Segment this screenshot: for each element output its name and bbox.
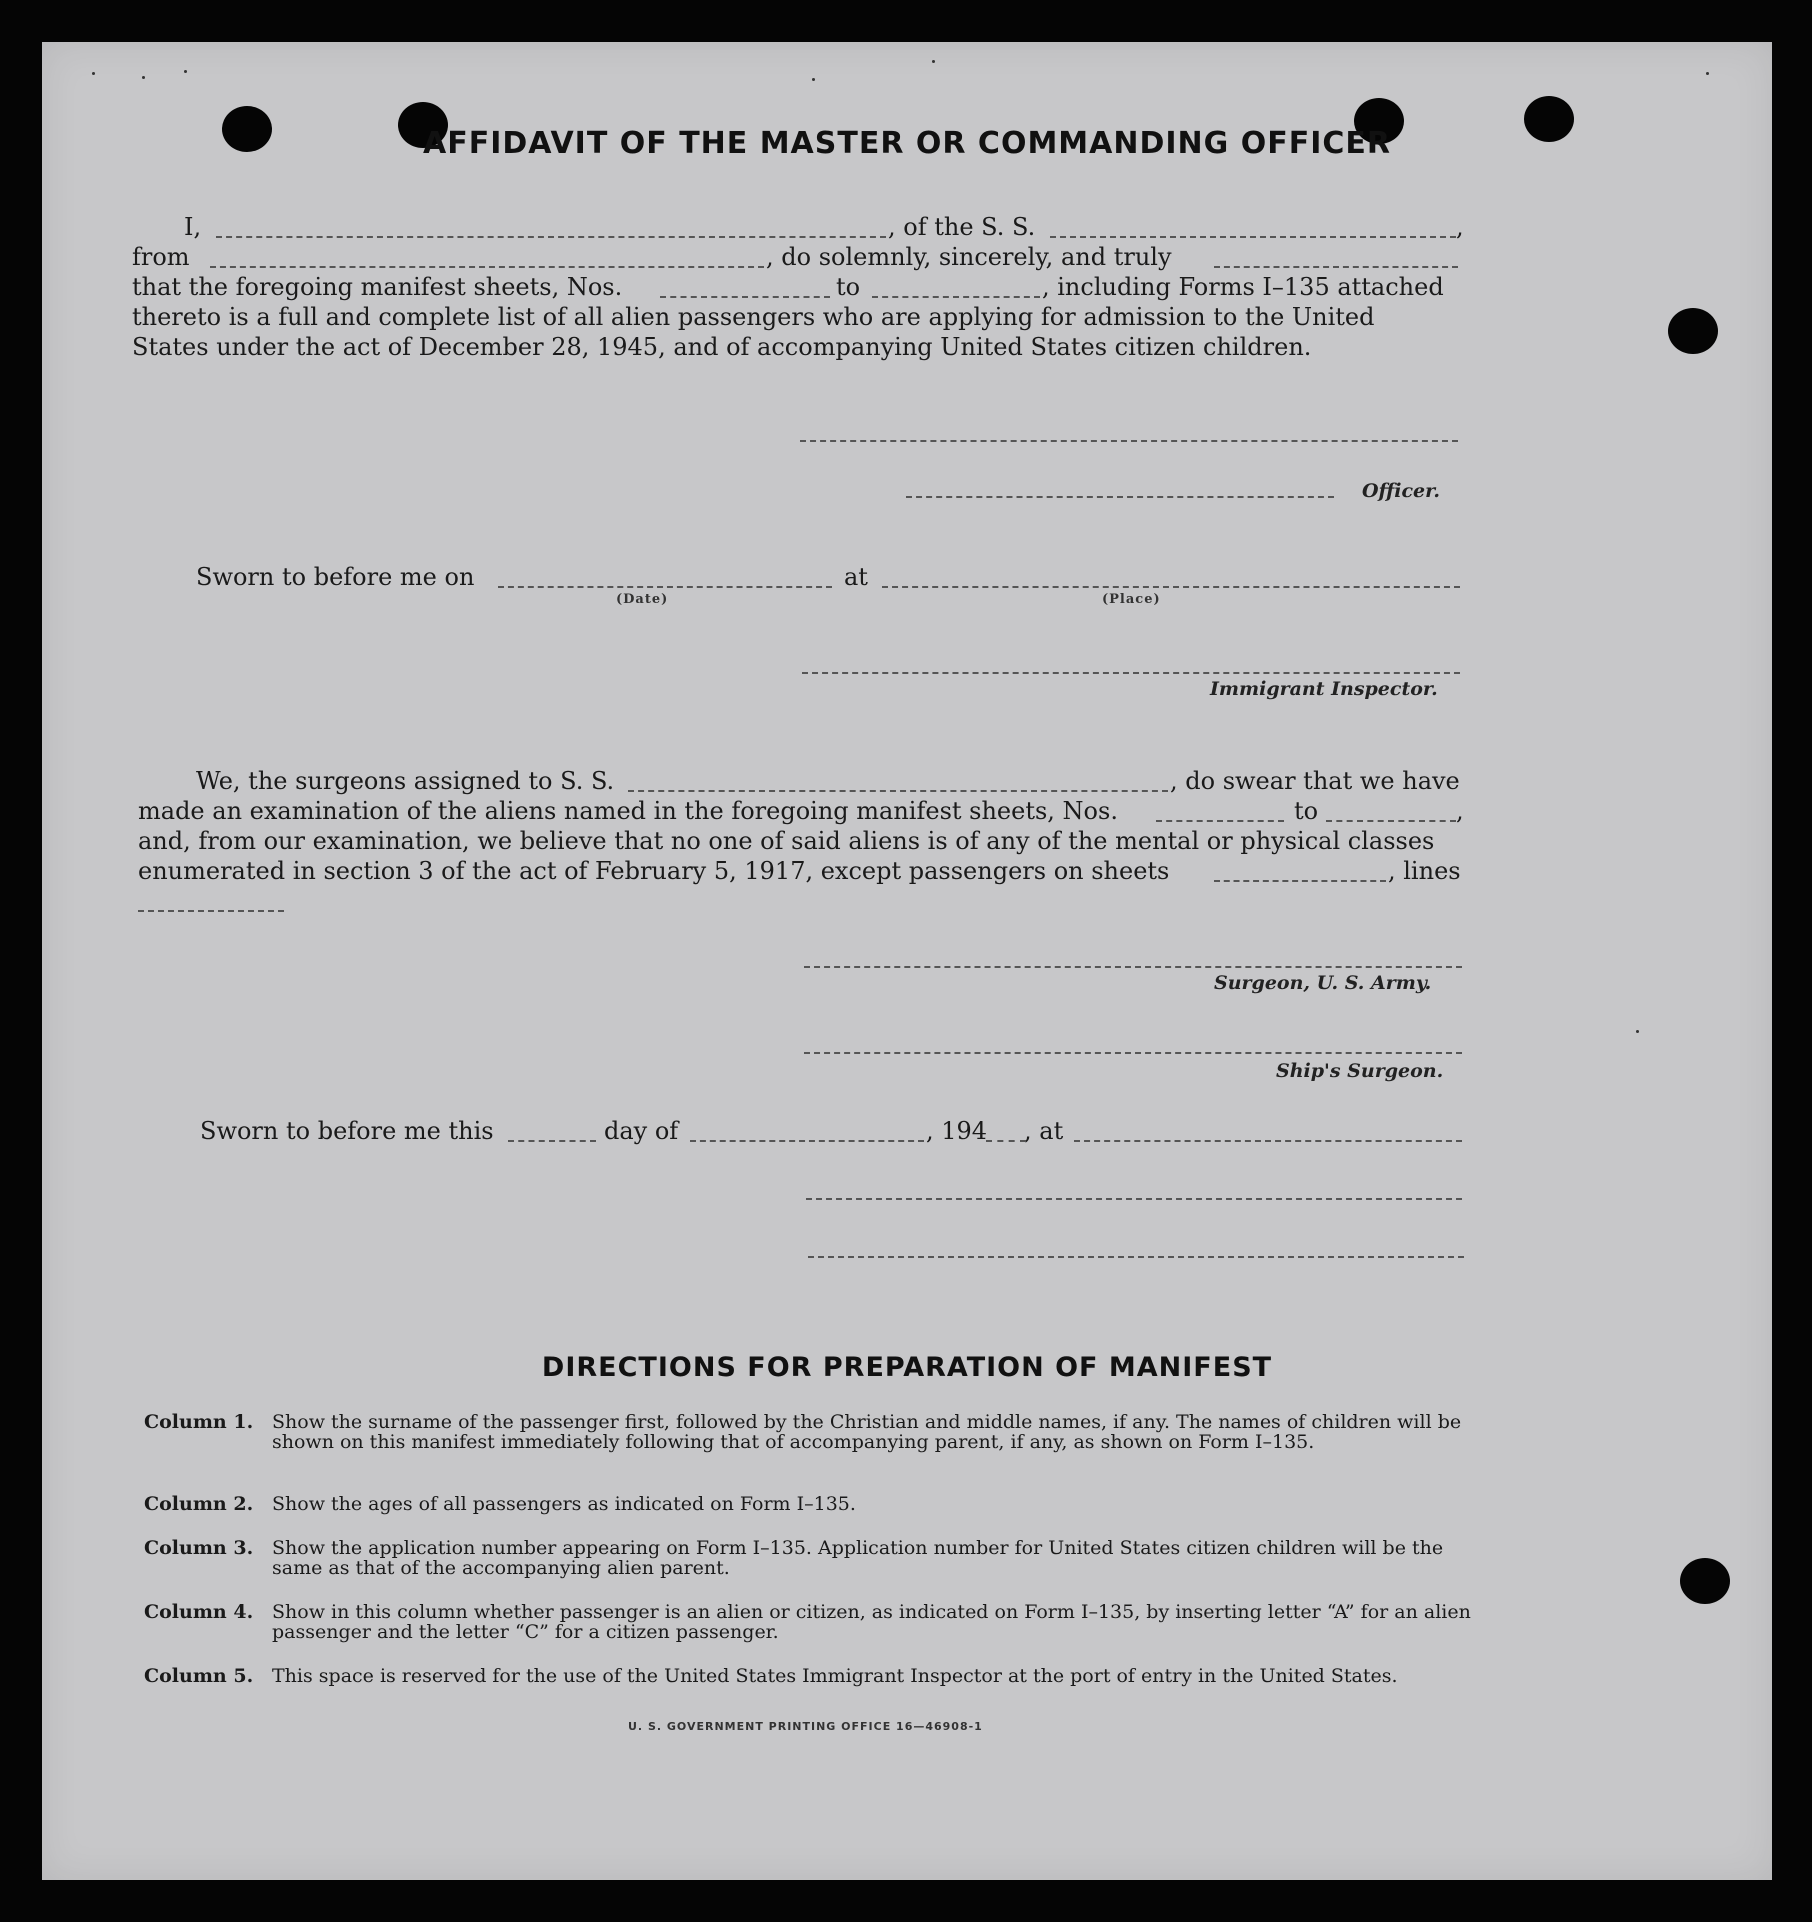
ship-surgeon-signature-line[interactable] [804,1052,1462,1054]
surgeons-line-2 [42,796,1772,826]
printing-office-imprint: U. S. GOVERNMENT PRINTING OFFICE 16—46908-1 [628,1720,983,1733]
column-text: Show the application number appearing on Form I–135. Application number for United States citizen children will be the same as that of the accompanying alien parent. [272,1537,1444,1579]
column-label: Column 5. [144,1665,254,1687]
text: at [844,563,868,591]
sworn-at-blank[interactable] [1074,1140,1462,1142]
sworn-month-blank[interactable] [690,1140,924,1142]
column-text: Show in this column whether passenger is an alien or citizen, as indicated on Form I–135, by inserting letter “A” for an alien passenger and the letter “C” for a citizen passenger. [272,1601,1471,1643]
except-sheets-blank[interactable] [1214,880,1386,882]
punch-hole [1680,1558,1730,1604]
officer-label: Officer. [1362,480,1441,502]
sheet-to-blank[interactable] [872,296,1040,298]
officer-signature-line[interactable] [800,440,1458,442]
text: , at [1024,1117,1064,1145]
column-text: Show the surname of the passenger first, followed by the Christian and middle names, if any. The names of children will be shown on this manifest immediately following that of accompanying parent, if any, as shown on Form I–135. [272,1411,1462,1453]
text: made an examination of the aliens named in the foregoing manifest sheets, Nos. [138,797,1118,825]
surgeon-ship-blank[interactable] [628,790,1168,792]
officer-signature-line-2[interactable] [806,1198,1462,1200]
text: that the foregoing manifest sheets, Nos. [132,273,623,301]
officer-title-line[interactable] [906,496,1334,498]
affidavit-line-5: States under the act of December 28, 1945, and of accompanying United States citizen children. [132,333,1312,361]
text: , do solemnly, sincerely, and truly [766,243,1172,271]
sworn-year-blank[interactable] [986,1140,1026,1142]
sworn-day-blank[interactable] [508,1140,596,1142]
column-text: Show the ages of all passengers as indicated on Form I–135. [272,1493,856,1515]
lines-blank[interactable] [138,910,284,912]
ship-surgeon-label: Ship's Surgeon. [1276,1060,1444,1082]
form-page [42,42,1772,1880]
text: , lines [1388,857,1461,885]
army-surgeon-label: Surgeon, U. S. Army. [1214,972,1432,994]
column-text: This space is reserved for the use of the United States Immigrant Inspector at the port of entry in the United States. [272,1665,1398,1687]
direction-item-2 [144,1494,1484,1516]
inspector-label: Immigrant Inspector. [1210,678,1438,700]
officer-title-line-2[interactable] [808,1256,1464,1258]
column-label: Column 1. [144,1411,254,1433]
text: , [1456,797,1464,825]
text: to [836,273,861,301]
exam-sheet-to-blank[interactable] [1326,820,1456,822]
column-label: Column 4. [144,1601,254,1623]
master-name-blank[interactable] [216,236,886,238]
text: day of [604,1117,679,1145]
text: , 194 [926,1117,988,1145]
text: to [1294,797,1319,825]
ship-name-blank[interactable] [1050,236,1456,238]
text: Sworn to before me this [200,1117,494,1145]
affidavit-line-4: thereto is a full and complete list of all alien passengers who are applying for admission to the United [132,303,1375,331]
army-surgeon-signature-line[interactable] [804,966,1462,968]
text: , of the S. S. [888,213,1036,241]
exam-sheet-from-blank[interactable] [1156,820,1284,822]
surgeons-line-4 [42,856,1772,886]
direction-item-5 [144,1666,1484,1706]
column-label: Column 2. [144,1493,254,1515]
direction-item-3 [144,1538,1484,1578]
sheet-from-blank[interactable] [660,296,830,298]
sworn-place-blank[interactable] [882,586,1460,588]
direction-item-4 [144,1602,1484,1642]
text: from [132,243,190,271]
text: , [1456,213,1464,241]
text: , including Forms I–135 attached [1042,273,1444,301]
inspector-signature-line[interactable] [802,672,1460,674]
sworn-date-blank[interactable] [498,586,832,588]
date-caption: (Date) [616,592,669,607]
punch-hole [1668,308,1718,354]
directions-heading: DIRECTIONS FOR PREPARATION OF MANIFEST [541,1352,1273,1383]
text: We, the surgeons assigned to S. S. [196,767,615,795]
text: Sworn to before me on [196,563,475,591]
port-from-blank[interactable] [210,266,764,268]
text: I, [184,213,202,241]
column-label: Column 3. [144,1537,254,1559]
direction-item-1 [144,1412,1484,1472]
oath-blank[interactable] [1214,266,1458,268]
affidavit-heading: AFFIDAVIT OF THE MASTER OR COMMANDING OFFICER [423,126,1391,161]
place-caption: (Place) [1102,592,1161,607]
surgeons-line-3: and, from our examination, we believe that no one of said aliens is of any of the mental or physical classes [138,827,1435,855]
text: , do swear that we have [1170,767,1460,795]
text: enumerated in section 3 of the act of February 5, 1917, except passengers on sheets [138,857,1170,885]
